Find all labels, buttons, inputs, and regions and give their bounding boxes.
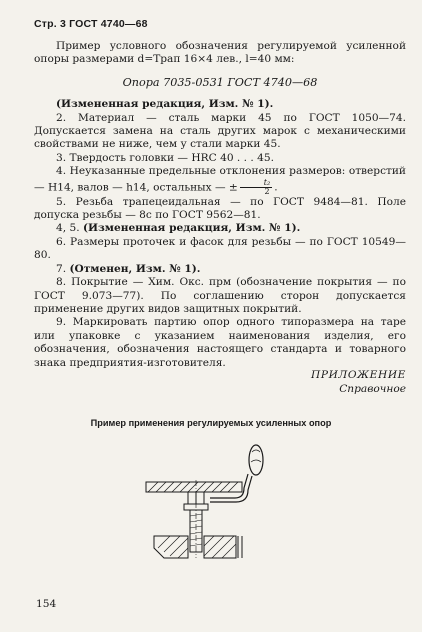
page-number: 154	[36, 598, 57, 610]
item-4-5-note: (Измененная редакция, Изм. № 1).	[82, 222, 301, 235]
item-2-material: 2. Материал — сталь марки 45 по ГОСТ 1050—74. Допускается замена на сталь других марок с механическими свойствами не ниже, чем у стали марки 45.	[34, 111, 406, 151]
item-7-number: 7.	[56, 262, 67, 275]
item-5-thread: 5. Резьба трапецеидальная — по ГОСТ 9484—81. Поле допуска резьбы — 8с по ГОСТ 9562—81.	[34, 195, 406, 222]
example-paragraph: Пример условного обозначения регулируемой усиленной опоры размерами d=Трап 16×4 лев., l=40 мм:	[34, 40, 406, 66]
fraction-denominator: 2	[264, 186, 270, 196]
item-4-5-number: 4, 5.	[56, 222, 80, 235]
figure-title: Пример применения регулируемых усиленных опор	[90, 418, 332, 428]
item-6-grooves: 6. Размеры проточек и фасок для резьбы — по ГОСТ 10549—80.	[34, 235, 406, 262]
item-8-coating: 8. Покрытие — Хим. Окс. прм (обозначение покрытия — по ГОСТ 9.073—77). По соглашению сторон допускается применение других видов защитных покрытий.	[34, 276, 406, 315]
item-9-marking: 9. Маркировать партию опор одного типоразмера на таре или упаковке с указанием наименования изделия, его обозначения, обозначения настоящего стандарта и товарного знака предприятия-изготовителя.	[34, 316, 406, 369]
page-header: Стр. 3 ГОСТ 4740—68	[34, 18, 148, 30]
tolerance-fraction	[240, 179, 272, 196]
item-4-end: .	[274, 181, 278, 194]
item-7-note: (Отменен, Изм. № 1).	[69, 262, 201, 275]
item-4-tolerances	[34, 165, 406, 195]
crank-handle	[210, 445, 263, 502]
designation-example: Опора 7035-0531 ГОСТ 4740—68	[122, 75, 318, 89]
item-4-5-amendment	[34, 222, 406, 235]
document-body	[34, 40, 406, 370]
top-plate	[146, 482, 242, 492]
support-assembly-drawing	[140, 440, 270, 570]
appendix-label	[311, 368, 406, 396]
appendix-title: ПРИЛОЖЕНИЕ	[311, 369, 406, 381]
amendment-note-1: (Измененная редакция, Изм. № 1).	[56, 98, 274, 111]
item-3-hardness: 3. Твердость головки — HRC 40 . . . 45.	[56, 151, 274, 164]
fraction-numerator: t₂	[240, 179, 272, 188]
item-7-cancelled	[34, 263, 406, 276]
appendix-subtitle: Справочное	[339, 383, 406, 395]
item-4-text: 4. Неуказанные предельные отклонения размеров: отверстий — H14, валов — h14, остальных — ±	[34, 165, 406, 194]
